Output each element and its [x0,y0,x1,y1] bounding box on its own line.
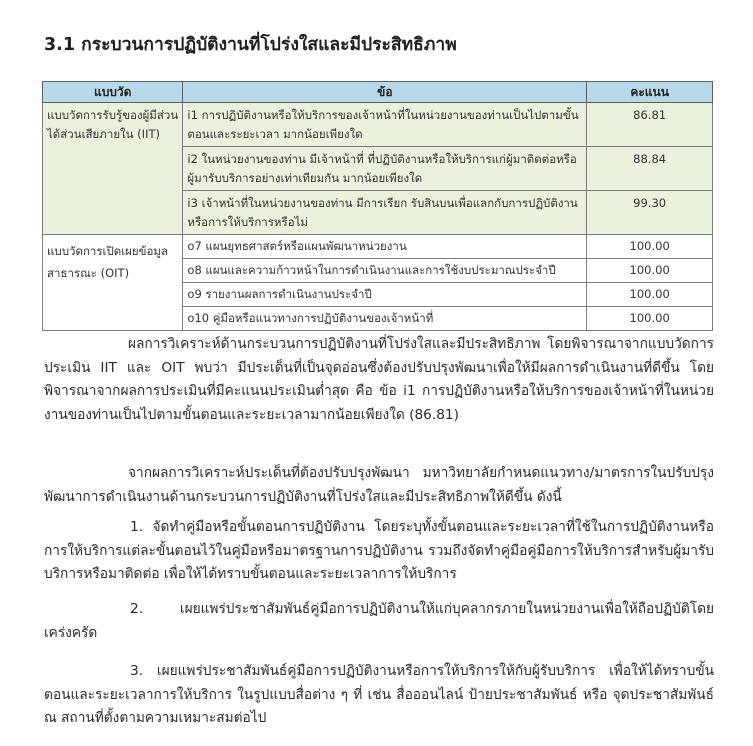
analysis-paragraph: ผลการวิเคราะห์ด้านกระบวนการปฏิบัติงานที่โปร่งใสและมีประสิทธิภาพ โดยพิจารณาจากแบบวัดการประเมิน IIT และ OIT พบว่า มีประเด็นที่เป็นจุดอ่อนซึ่งต้องปรับปรุงพัฒนาเพื่อให้มีผลการดำเนินงานที่ดีขึ้น โดยพิจารณาจากผลการประเมินที่มีคะแนนประเมินต่ำสุด คือ ข้อ i1 การปฏิบัติงานหรือให้บริการของเจ้าหน้าที่ในหน่วยงานของท่านเป็นไปตามขั้นตอนและระยะเวลามากน้อยเพียงใด (86.81) [44,336,714,423]
table-header-row [43,82,713,103]
item-i3: i3 เจ้าหน้าที่ในหน่วยงานของท่าน มีการเรียก รับสินบนเพื่อแลกกับการปฏิบัติงานหรือการให้บริการหรือไม่ [183,191,587,235]
score-i3: 99.30 [587,191,713,235]
header-measure: แบบวัด [43,82,183,103]
table-row [43,103,713,147]
intro-paragraph: จากผลการวิเคราะห์ประเด็นที่ต้องปรับปรุงพัฒนา มหาวิทยาลัยกำหนดแนวทาง/มาตรการในปรับปรุงพัฒนาการดำเนินงานด้านกระบวนการปฏิบัติงานที่โปร่งใสและมีประสิทธิภาพให้ดีขึ้น ดังนี้ [44,465,714,505]
item-i2: i2 ในหน่วยงานของท่าน มีเจ้าหน้าที่ ที่ปฏิบัติงานหรือให้บริการแก่ผู้มาติดต่อหรือผู้มารับบริการอย่างเท่าเทียมกัน มากน้อยเพียงใด [183,147,587,191]
group-oit-label: แบบวัดการเปิดเผยข้อมูลสาธารณะ (OIT) [43,235,183,331]
score-o9: 100.00 [587,283,713,307]
section-heading: 3.1 กระบวนการปฏิบัติงานที่โปร่งใสและมีประสิทธิภาพ [44,35,457,55]
score-o7: 100.00 [587,235,713,259]
measure-2: 2. เผยแพร่ประชาสัมพันธ์คู่มือการปฏิบัติงานให้แก่บุคลากรภายในหน่วยงานเพื่อให้ถือปฏิบัติโดยเคร่งครัด [44,601,714,641]
score-i1: 86.81 [587,103,713,147]
header-item: ข้อ [183,82,587,103]
score-o10: 100.00 [587,307,713,331]
item-o10: o10 คู่มือหรือแนวทางการปฏิบัติงานของเจ้าหน้าที่ [183,307,587,331]
score-table [42,81,713,331]
item-o8: o8 แผนและความก้าวหน้าในการดำเนินงานและการใช้งบประมาณประจำปี [183,259,587,283]
item-o7: o7 แผนยุทธศาสตร์หรือแผนพัฒนาหน่วยงาน [183,235,587,259]
measure-3: 3. เผยแพร่ประชาสัมพันธ์คู่มือการปฏิบัติงานหรือการให้บริการให้กับผู้รับบริการ เพื่อให้ได้ทราบขั้นตอนและระยะเวลาการให้บริการ ในรูปแบบสื่อต่าง ๆ ที่ เช่น สื่อออนไลน์ ป้ายประชาสัมพันธ์ หรือ จุดประชาสัมพันธ์ ณ สถานที่ตั้งตามความเหมาะสมต่อไป [44,663,714,726]
score-i2: 88.84 [587,147,713,191]
header-score: คะแนน [587,82,713,103]
score-o8: 100.00 [587,259,713,283]
group-iit-label: แบบวัดการรับรู้ของผู้มีส่วนได้ส่วนเสียภายใน (IIT) [43,103,183,235]
item-o9: o9 รายงานผลการดำเนินงานประจำปี [183,283,587,307]
measure-1: 1. จัดทำคู่มือหรือขั้นตอนการปฏิบัติงาน โดยระบุทั้งขั้นตอนและระยะเวลาที่ใช้ในการปฏิบัติงานหรือการให้บริการแต่ละขั้นตอนไว้ในคู่มือหรือมาตรฐานการปฏิบัติงาน รวมถึงจัดทำคู่มือคู่มือการให้บริการสำหรับผู้มารับบริการหรือมาติดต่อ เพื่อให้ได้ทราบขั้นตอนและระยะเวลาการให้บริการ [44,519,714,582]
item-i1: i1 การปฏิบัติงานหรือให้บริการของเจ้าหน้าที่ในหน่วยงานของท่านเป็นไปตามขั้นตอนและระยะเวลา มากน้อยเพียงใด [183,103,587,147]
table-row [43,235,713,259]
